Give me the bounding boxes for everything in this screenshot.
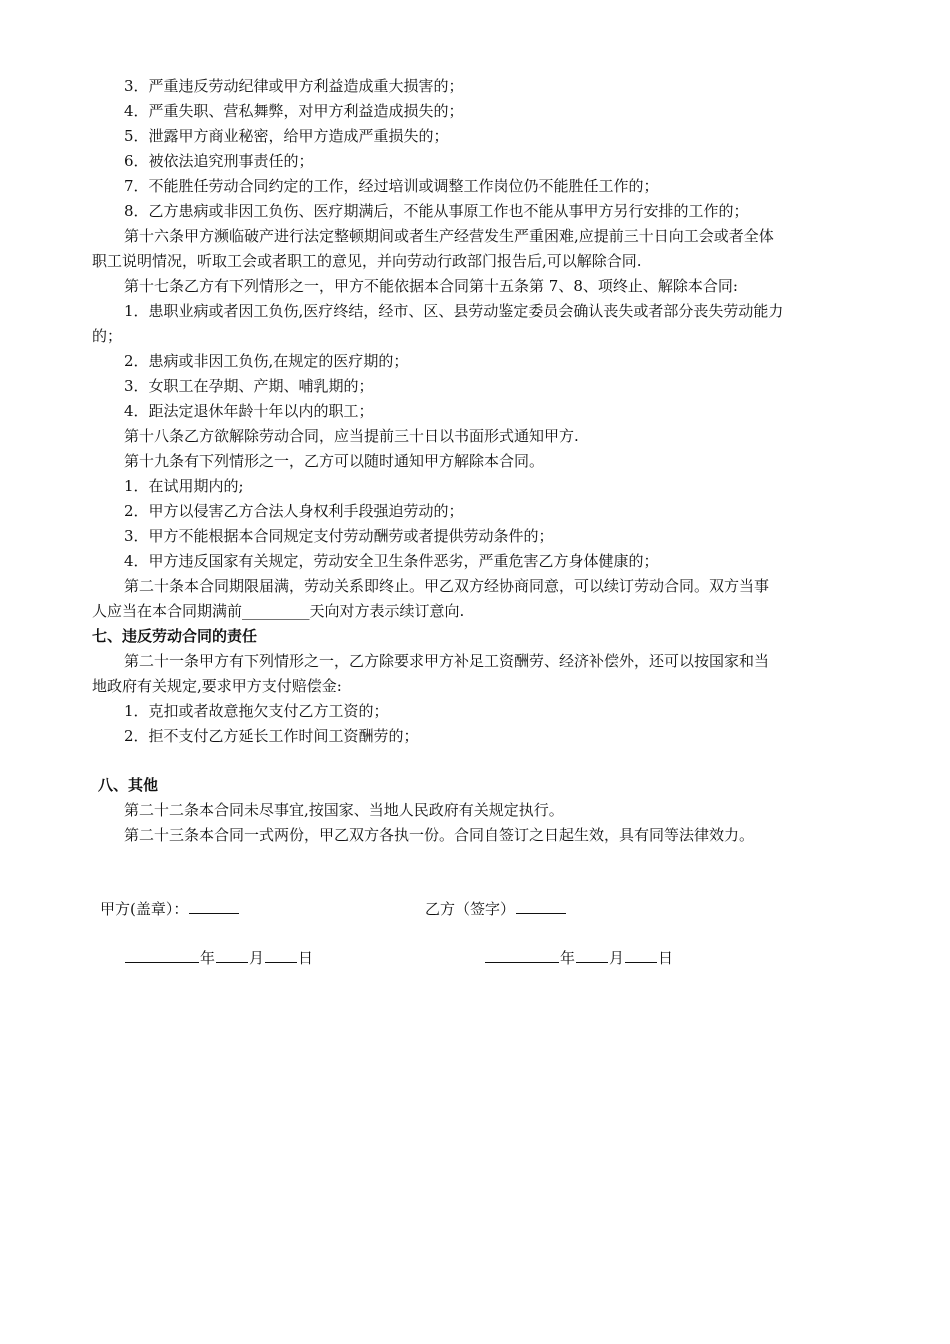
contract-line: 第十八条乙方欲解除劳动合同，应当提前三十日以书面形式通知甲方. bbox=[124, 427, 579, 445]
contract-line: 4．距法定退休年龄十年以内的职工； bbox=[124, 402, 374, 420]
party-b-label: 乙方（签字） bbox=[425, 900, 516, 918]
contract-line: 3．甲方不能根据本合同规定支付劳动酬劳或者提供劳动条件的； bbox=[124, 527, 554, 545]
party-b-month-label: 月 bbox=[609, 949, 625, 967]
contract-line: 3．女职工在孕期、产期、哺乳期的； bbox=[124, 377, 374, 395]
contract-line: 第二十条本合同期限届满，劳动关系即终止。甲乙双方经协商同意，可以续订劳动合同。双方当事 bbox=[124, 577, 770, 595]
party-b-month-blank bbox=[576, 946, 608, 963]
contract-line: 4．甲方违反国家有关规定，劳动安全卫生条件恶劣，严重危害乙方身体健康的； bbox=[124, 552, 659, 570]
contract-line: 4．严重失职、营私舞弊，对甲方利益造成损失的； bbox=[124, 102, 464, 120]
contract-line: 职工说明情况，听取工会或者职工的意见，并向劳动行政部门报告后,可以解除合同. bbox=[92, 252, 642, 270]
party-a-label: 甲方(盖章）： bbox=[100, 900, 189, 918]
contract-line: 1．患职业病或者因工负伤,医疗终结，经市、区、县劳动鉴定委员会确认丧失或者部分丧失劳动能力 bbox=[124, 302, 784, 320]
contract-line: 第十九条有下列情形之一，乙方可以随时通知甲方解除本合同。 bbox=[124, 452, 545, 470]
contract-line: 第二十一条甲方有下列情形之一，乙方除要求甲方补足工资酬劳、经济补偿外，还可以按国家和当 bbox=[124, 652, 770, 670]
contract-line: 2．患病或非因工负伤,在规定的医疗期的； bbox=[124, 352, 409, 370]
party-a-signature-line bbox=[100, 897, 240, 920]
contract-line: 第十六条甲方濒临破产进行法定整顿期间或者生产经营发生严重困难,应提前三十日向工会或者全体 bbox=[124, 227, 774, 245]
paragraph-gap bbox=[92, 749, 862, 773]
contract-line: 2．拒不支付乙方延长工作时间工资酬劳的； bbox=[124, 727, 419, 745]
section-heading: 八、其他 bbox=[98, 776, 159, 794]
party-a-day-label: 日 bbox=[298, 949, 314, 967]
party-a-year-blank bbox=[125, 946, 199, 963]
contract-line: 1．在试用期内的; bbox=[124, 477, 244, 495]
party-b-day-blank bbox=[625, 946, 657, 963]
contract-line: 的； bbox=[92, 327, 123, 345]
party-a-month-blank bbox=[216, 946, 248, 963]
party-b-signature-line bbox=[425, 897, 567, 920]
contract-line: 3．严重违反劳动纪律或甲方利益造成重大损害的； bbox=[124, 77, 464, 95]
section-heading: 七、违反劳动合同的责任 bbox=[92, 627, 258, 645]
contract-line: 第二十三条本合同一式两份，甲乙双方各执一份。合同自签订之日起生效，具有同等法律效力。 bbox=[124, 826, 755, 844]
party-b-year-blank bbox=[485, 946, 559, 963]
party-b-date-line bbox=[484, 946, 673, 969]
contract-body bbox=[92, 74, 862, 848]
contract-line: 2．甲方以侵害乙方合法人身权利手段强迫劳动的； bbox=[124, 502, 464, 520]
contract-line: 第二十二条本合同未尽事宜,按国家、当地人民政府有关规定执行。 bbox=[124, 801, 564, 819]
party-b-year-label: 年 bbox=[560, 949, 576, 967]
party-a-blank bbox=[189, 897, 239, 914]
contract-line: 人应当在本合同期满前_________天向对方表示续订意向. bbox=[92, 602, 465, 620]
party-a-month-label: 月 bbox=[249, 949, 265, 967]
contract-line: 7．不能胜任劳动合同约定的工作，经过培训或调整工作岗位仍不能胜任工作的； bbox=[124, 177, 659, 195]
contract-line: 1．克扣或者故意拖欠支付乙方工资的； bbox=[124, 702, 389, 720]
party-b-day-label: 日 bbox=[658, 949, 674, 967]
party-a-day-blank bbox=[265, 946, 297, 963]
party-a-year-label: 年 bbox=[200, 949, 216, 967]
contract-line: 8．乙方患病或非因工负伤、医疗期满后，不能从事原工作也不能从事甲方另行安排的工作的； bbox=[124, 202, 749, 220]
contract-line: 第十七条乙方有下列情形之一，甲方不能依据本合同第十五条第 7、8、项终止、解除本合同: bbox=[124, 277, 738, 295]
contract-line: 6．被依法追究刑事责任的； bbox=[124, 152, 314, 170]
party-b-blank bbox=[516, 897, 566, 914]
contract-line: 5．泄露甲方商业秘密，给甲方造成严重损失的； bbox=[124, 127, 449, 145]
contract-line: 地政府有关规定,要求甲方支付赔偿金: bbox=[92, 677, 342, 695]
party-a-date-line bbox=[124, 946, 313, 969]
